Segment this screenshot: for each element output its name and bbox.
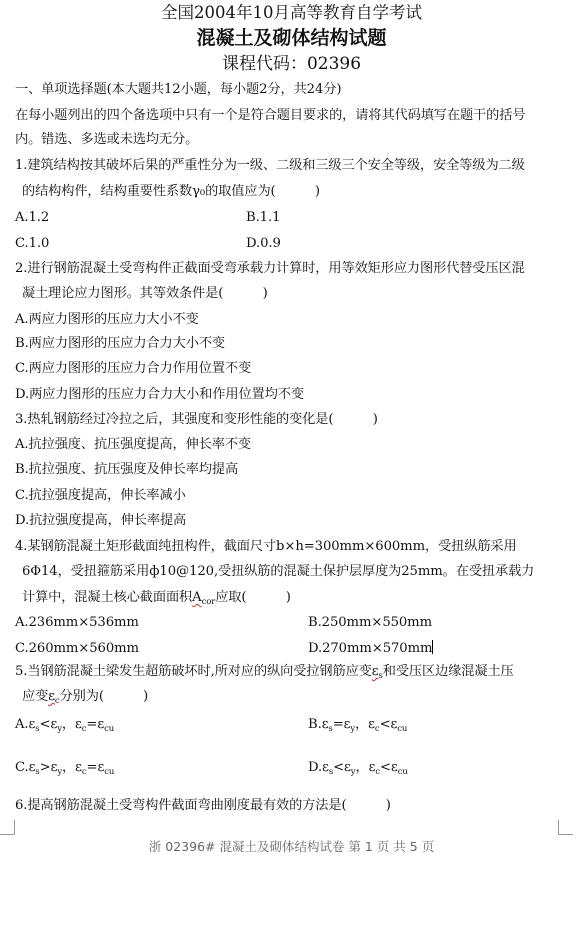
q3-stem: 3.热轧钢筋经过冷拉之后，其强度和变形性能的变化是( ) bbox=[15, 412, 378, 427]
q2-option-b: B.两应力图形的压应力合力大小不变 bbox=[15, 336, 225, 351]
epsilon-s-symbol: $\varepsilon_s$ bbox=[371, 664, 383, 681]
q4-option-d: D.270mm×570mm bbox=[308, 641, 433, 656]
course-code: 课程代码：02396 bbox=[221, 54, 362, 74]
q2-stem-line1: 2.进行钢筋混凝土受弯构件正截面受弯承载力计算时，用等效矩形应力图形代替受压区混 bbox=[15, 261, 525, 276]
q5-stem-line2: 应变$\varepsilon_c$分别为( ) bbox=[22, 689, 149, 706]
q2-option-a: A.两应力图形的压应力大小不变 bbox=[15, 312, 199, 327]
q6-stem: 6.提高钢筋混凝土受弯构件截面弯曲刚度最有效的方法是( ) bbox=[15, 798, 391, 813]
page-corner-mark-left bbox=[0, 820, 15, 835]
q3-option-a: A.抗拉强度、抗压强度提高，伸长率不变 bbox=[15, 437, 252, 452]
q1-option-c: C.1.0 bbox=[15, 236, 50, 251]
q3-option-b: B.抗拉强度、抗压强度及伸长率均提高 bbox=[15, 462, 239, 477]
section-instruction-line2: 内。错选、多选或未选均无分。 bbox=[15, 132, 199, 147]
section-instruction-line1: 在每小题列出的四个备选项中只有一个是符合题目要求的，请将其代码填写在题干的括号 bbox=[15, 108, 526, 123]
page-footer: 浙 02396# 混凝土及砌体结构试卷 第 1 页 共 5 页 bbox=[148, 839, 435, 854]
q3-option-d: D.抗拉强度提高，伸长率提高 bbox=[15, 513, 187, 528]
q2-option-c: C.两应力图形的压应力合力作用位置不变 bbox=[15, 361, 252, 376]
q1-stem-line1: 1.建筑结构按其破坏后果的严重性分为一级、二级和三级三个安全等级，安全等级为二级 bbox=[15, 158, 525, 173]
q1-option-d: D.0.9 bbox=[246, 236, 281, 251]
q5-option-b: $B.\varepsilon_s=\varepsilon_y$，$\varepsilon_c<\varepsilon_{cu}$ bbox=[308, 717, 408, 734]
q4-option-c: C.260mm×560mm bbox=[15, 641, 139, 656]
q5-stem-line1: 5.当钢筋混凝土梁发生超筋破坏时,所对应的纵向受拉钢筋应变$\varepsilon_s$和受压区边缘混凝土压 bbox=[15, 664, 514, 681]
q4-option-a: A.236mm×536mm bbox=[15, 615, 139, 630]
q2-option-d: D.两应力图形的压应力合力大小和作用位置均不变 bbox=[15, 387, 304, 402]
q4-stem-line3: 计算中，混凝土核心截面面积$A_{cor}$应取( ) bbox=[22, 590, 291, 607]
exam-header: 全国2004年10月高等教育自学考试 bbox=[161, 3, 422, 22]
section-heading: 一、单项选择题(本大题共12小题，每小题2分，共24分) bbox=[15, 82, 342, 97]
q1-stem-line2: 的结构构件，结构重要性系数γ₀的取值应为( ) bbox=[22, 184, 320, 199]
a-cor-symbol: $A_{cor}$ bbox=[192, 590, 216, 607]
q5-option-a: $A.\varepsilon_s<\varepsilon_y$，$\varepsilon_c=\varepsilon_{cu}$ bbox=[15, 717, 115, 734]
text-cursor bbox=[432, 640, 433, 654]
q5-option-d: $D.\varepsilon_s<\varepsilon_y$，$\varepsilon_c<\varepsilon_{cu}$ bbox=[308, 760, 408, 777]
q2-stem-line2: 凝土理论应力图形。其等效条件是( ) bbox=[22, 286, 268, 301]
q5-option-c: $C.\varepsilon_s>\varepsilon_y$，$\varepsilon_c=\varepsilon_{cu}$ bbox=[15, 760, 115, 777]
q1-option-b: B.1.1 bbox=[246, 210, 281, 225]
q3-option-c: C.抗拉强度提高，伸长率减小 bbox=[15, 488, 186, 503]
q4-option-b: B.250mm×550mm bbox=[308, 615, 432, 630]
q4-stem-line1: 4.某钢筋混凝土矩形截面纯扭构件，截面尺寸b×h=300mm×600mm，受扭纵筋采用 bbox=[15, 539, 517, 554]
q4-stem-line2: 6Φ14，受扭箍筋采用ф10@120,受扭纵筋的混凝土保护层厚度为25mm。在受扭承载力 bbox=[22, 564, 535, 579]
q1-option-a: A.1.2 bbox=[15, 210, 50, 225]
page-corner-mark-right bbox=[558, 820, 573, 835]
exam-title: 混凝土及砌体结构试题 bbox=[196, 27, 387, 49]
epsilon-c-symbol: $\varepsilon_c$ bbox=[48, 689, 60, 706]
